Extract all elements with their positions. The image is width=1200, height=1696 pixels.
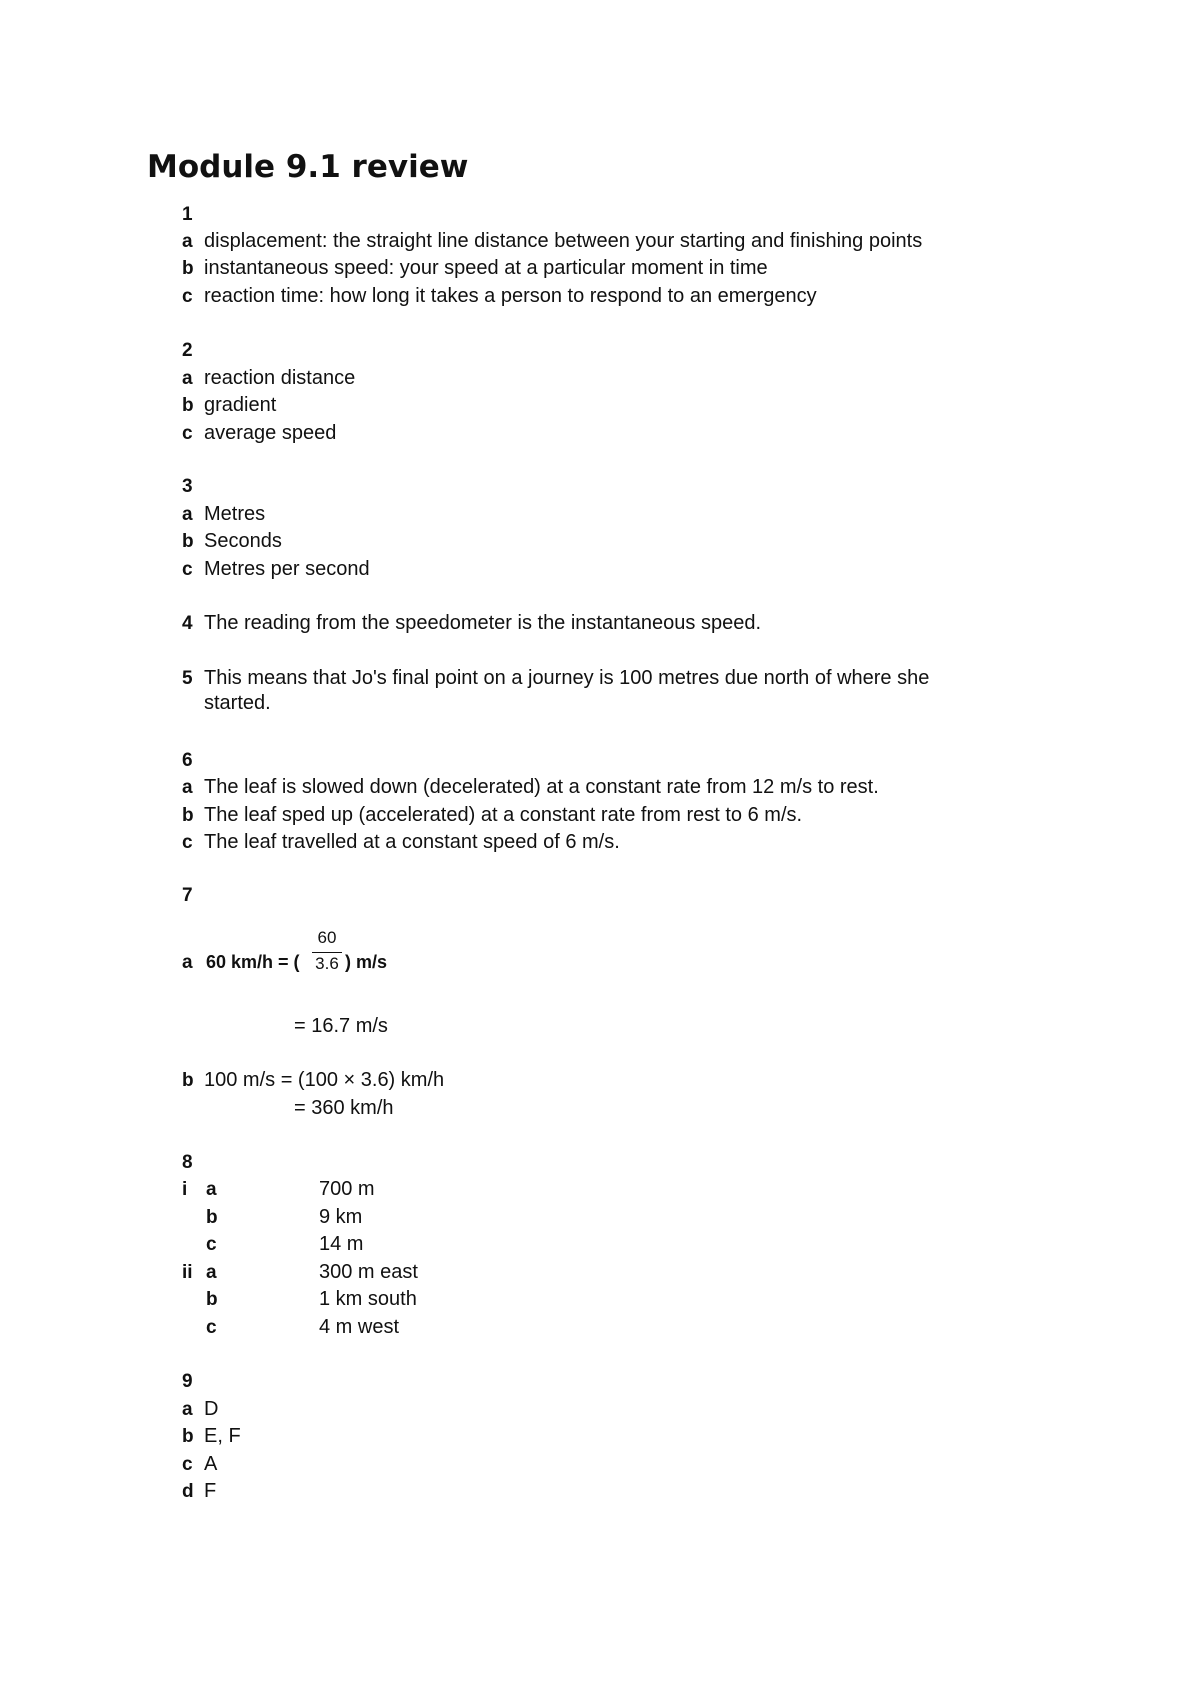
equation-result: = 16.7 m/s <box>294 1015 388 1037</box>
answer-text: The reading from the speedometer is the instantaneous speed. <box>204 612 762 634</box>
answer-label: c <box>182 832 193 853</box>
answer-label: c <box>206 1234 217 1255</box>
question-number: 5 <box>182 668 193 689</box>
answer-label: a <box>182 1399 193 1420</box>
fraction <box>308 928 346 978</box>
answer-text: instantaneous speed: your speed at a particular moment in time <box>204 257 768 279</box>
answer-text: F <box>204 1480 217 1502</box>
answer-text: The leaf sped up (accelerated) at a constant rate from rest to 6 m/s. <box>204 804 803 826</box>
answer-label: a <box>182 952 193 973</box>
part-label: i <box>182 1179 188 1200</box>
answer-label: b <box>182 258 194 279</box>
question-number: 9 <box>182 1371 193 1392</box>
answer-label: b <box>206 1289 218 1310</box>
answer-text: This means that Jo's final point on a journey is 100 metres due north of where she <box>204 667 930 689</box>
answer-label: a <box>182 368 193 389</box>
answer-label: a <box>182 504 193 525</box>
answer-label: c <box>182 559 193 580</box>
answer-label: b <box>182 1426 194 1447</box>
answer-text: D <box>204 1398 219 1420</box>
fraction-denominator: 3.6 <box>315 954 339 973</box>
answer-text: The leaf is slowed down (decelerated) at a constant rate from 12 m/s to rest. <box>204 776 879 798</box>
answer-label: b <box>182 1070 194 1091</box>
answer-text: gradient <box>204 394 277 416</box>
answer-text: 4 m west <box>319 1316 400 1338</box>
answer-text: The leaf travelled at a constant speed of 6 m/s. <box>204 831 620 853</box>
answer-text: displacement: the straight line distance between your starting and finishing points <box>204 230 923 252</box>
answer-text: reaction distance <box>204 367 356 389</box>
answer-label: a <box>182 231 193 252</box>
answer-text: A <box>204 1453 218 1475</box>
answer-text: 1 km south <box>319 1288 417 1310</box>
answer-text: Seconds <box>204 530 282 552</box>
question-number: 6 <box>182 750 193 771</box>
answer-text: Metres per second <box>204 558 370 580</box>
question-number: 3 <box>182 476 193 497</box>
answer-text: 100 m/s = (100 × 3.6) km/h <box>204 1069 445 1091</box>
answer-label: d <box>182 1481 194 1502</box>
equation-result: = 360 km/h <box>294 1097 394 1119</box>
answer-label: b <box>182 805 194 826</box>
part-label: ii <box>182 1262 193 1283</box>
answer-text: 14 m <box>319 1233 364 1255</box>
equation-lhs: 60 km/h = ( <box>206 952 300 972</box>
question-number: 7 <box>182 885 193 906</box>
answer-label: a <box>206 1262 217 1283</box>
answer-label: c <box>182 423 193 444</box>
answer-text: 300 m east <box>319 1261 418 1283</box>
answer-text: 9 km <box>319 1206 363 1228</box>
answer-label: b <box>182 531 194 552</box>
answer-label: b <box>182 395 194 416</box>
question-number: 4 <box>182 613 193 634</box>
question-number: 1 <box>182 204 193 225</box>
answer-label: a <box>182 777 193 798</box>
answer-label: c <box>182 1454 193 1475</box>
answer-text: 700 m <box>319 1178 375 1200</box>
fraction-bar <box>312 952 342 953</box>
answer-text: E, F <box>204 1425 241 1447</box>
answer-text: reaction time: how long it takes a person to respond to an emergency <box>204 285 817 307</box>
answer-text: Metres <box>204 503 266 525</box>
answer-text: started. <box>204 692 271 714</box>
answer-text: average speed <box>204 422 337 444</box>
answer-label: a <box>206 1179 217 1200</box>
fraction-numerator: 60 <box>317 928 337 947</box>
answer-label: c <box>206 1317 217 1338</box>
answer-label: c <box>182 286 193 307</box>
equation-rhs: ) m/s <box>345 952 388 972</box>
question-number: 8 <box>182 1152 193 1173</box>
page-title: Module 9.1 review <box>147 149 469 185</box>
answer-label: b <box>206 1207 218 1228</box>
question-number: 2 <box>182 340 193 361</box>
